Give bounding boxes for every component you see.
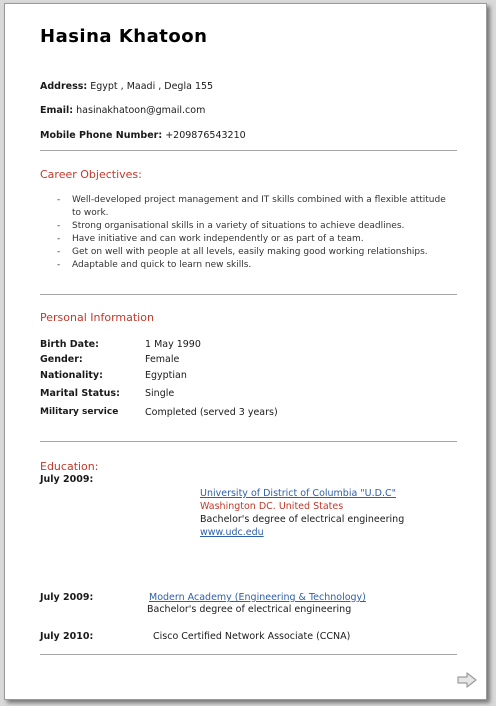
udc-degree: Bachelor's degree of electrical engineering <box>200 514 405 525</box>
career-objectives-list <box>57 194 457 271</box>
list-item: - Get on well with people at all levels, easily making good working relationships. <box>57 246 457 259</box>
candidate-name: Hasina Khatoon <box>40 26 208 47</box>
education-date: July 2010: <box>40 631 94 642</box>
address-line <box>40 81 213 92</box>
list-item: - Adaptable and quick to learn new skills. <box>57 259 457 272</box>
arrow-right-icon[interactable] <box>456 671 478 689</box>
divider <box>40 654 457 655</box>
birth-date-value: 1 May 1990 <box>145 339 201 350</box>
modern-academy-degree: Bachelor's degree of electrical engineering <box>147 604 352 615</box>
udc-link[interactable]: University of District of Columbia "U.D.C" <box>200 488 396 499</box>
phone-label: Mobile Phone Number: <box>40 130 163 141</box>
education-date: July 2009: <box>40 474 94 485</box>
gender-label: Gender: <box>40 354 83 365</box>
military-service-value: Completed (served 3 years) <box>145 407 278 418</box>
address-value: Egypt , Maadi , Degla 155 <box>90 81 214 92</box>
personal-information-title: Personal Information <box>40 311 154 324</box>
email-label: Email: <box>40 105 74 116</box>
birth-date-label: Birth Date: <box>40 339 99 350</box>
phone-value: +20987654321​0 <box>165 130 246 141</box>
nationality-value: Egyptian <box>145 370 187 381</box>
gender-value: Female <box>145 354 180 365</box>
nationality-label: Nationality: <box>40 370 103 381</box>
resume-page <box>4 3 487 700</box>
divider <box>40 294 457 295</box>
divider <box>40 150 457 151</box>
list-item: - Have initiative and can work independently or as part of a team. <box>57 233 457 246</box>
marital-status-value: Single <box>145 388 175 399</box>
list-item: - Well-developed project management and IT skills combined with a flexible attitude to work. <box>57 194 457 220</box>
marital-status-label: Marital Status: <box>40 388 120 399</box>
phone-line <box>40 130 246 141</box>
email-line <box>40 105 205 116</box>
military-service-label: Military service <box>40 407 119 417</box>
email-value: hasinakhatoon@gmail.com <box>76 105 206 116</box>
education-date: July 2009: <box>40 592 94 603</box>
career-objectives-title: Career Objectives: <box>40 168 142 181</box>
udc-location: Washington DC. United States <box>200 501 344 512</box>
education-title: Education: <box>40 460 99 473</box>
list-item: - Strong organisational skills in a variety of situations to achieve deadlines. <box>57 220 457 233</box>
ccna-certificate: Cisco Certified Network Associate (CCNA) <box>153 631 351 642</box>
udc-website-link[interactable]: www.udc.edu <box>200 527 264 538</box>
modern-academy-link[interactable]: Modern Academy (Engineering & Technology) <box>149 592 366 603</box>
divider <box>40 441 457 442</box>
address-label: Address: <box>40 81 88 92</box>
